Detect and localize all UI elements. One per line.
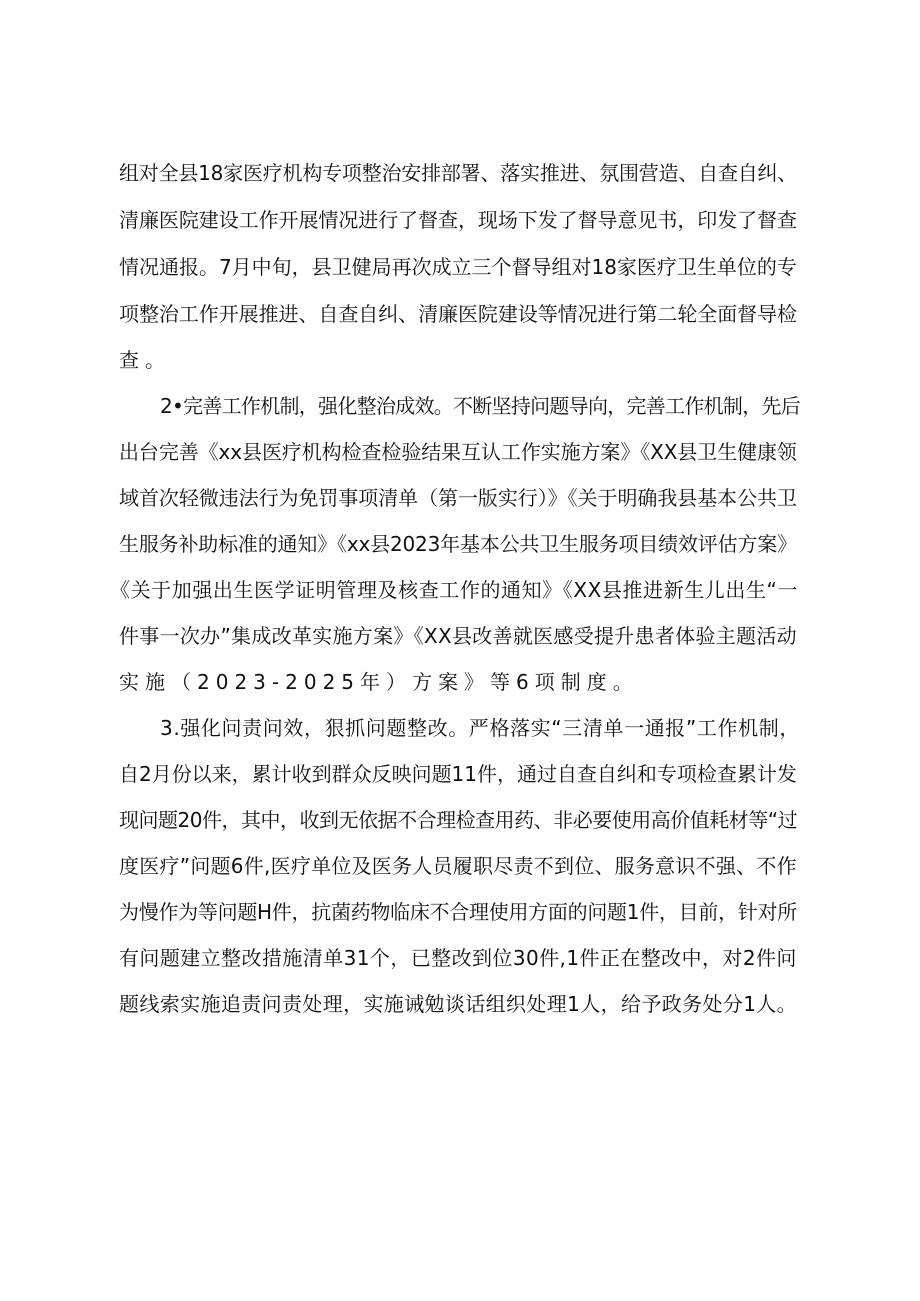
text-line	[0, 846, 920, 886]
text-line	[0, 938, 920, 978]
text-line	[0, 662, 920, 702]
text-line	[0, 892, 920, 932]
text-line-content: 度医疗”问题6件,医疗单位及医务人员履职尽责不到位、服务意识不强、不作	[119, 854, 797, 878]
text-line-content: 情况通报。7月中旬，县卫健局再次成立三个督导组对18家医疗卫生单位的专	[119, 255, 797, 279]
text-line	[0, 340, 920, 380]
text-line	[0, 616, 920, 656]
text-line	[0, 432, 920, 472]
text-line	[0, 800, 920, 840]
text-line	[0, 524, 920, 564]
text-line-content: 件事一次办”集成改革实施方案》《XX县改善就医感受提升患者体验主题活动	[119, 624, 797, 648]
text-line-content: 实施（2023-2025年）方案》等6项制度。	[119, 670, 639, 694]
text-line	[0, 708, 920, 748]
text-line	[0, 386, 920, 426]
text-line	[0, 478, 920, 518]
text-line-content: 现问题20件，其中，收到无依据不合理检查用药、非必要使用高价值耗材等“过	[119, 808, 798, 832]
text-line	[0, 153, 920, 193]
text-line-content: 域首次轻微违法行为免罚事项清单（第一版实行）》《关于明确我县基本公共卫	[119, 486, 797, 510]
text-line	[0, 754, 920, 794]
text-line-content: 自2月份以来，累计收到群众反映问题11件，通过自查自纠和专项检查累计发	[119, 762, 797, 786]
text-line-content: 为慢作为等问题H件，抗菌药物临床不合理使用方面的问题1件，目前，针对所	[119, 900, 797, 924]
text-line-content: 组对全县18家医疗机构专项整治安排部署、落实推进、氛围营造、自查自纠、	[119, 161, 798, 185]
text-line-content: 有问题建立整改措施清单31个，已整改到位30件,1件正在整改中，对2件问	[119, 946, 797, 970]
text-line-content: 3.强化问责问效，狠抓问题整改。严格落实“三清单一通报”工作机制，	[160, 716, 800, 740]
text-line-content: 《关于加强出生医学证明管理及核查工作的通知》《XX县推进新生儿出生“一	[110, 578, 799, 602]
text-line-content: 2•完善工作机制，强化整治成效。不断坚持问题导向，完善工作机制，先后	[160, 394, 801, 418]
text-line	[0, 247, 920, 287]
text-line	[0, 984, 920, 1024]
text-line	[0, 200, 920, 240]
text-line	[0, 570, 920, 610]
text-line-content: 查。	[119, 348, 171, 372]
text-line-content: 题线索实施追责问责处理，实施诫勉谈话组织处理1人，给予政务处分1人。	[119, 992, 798, 1016]
text-line-content: 出台完善《xx县医疗机构检查检验结果互认工作实施方案》《XX县卫生健康领	[119, 440, 797, 464]
text-line-content: 项整治工作开展推进、自查自纠、清廉医院建设等情况进行第二轮全面督导检	[119, 302, 797, 326]
text-line	[0, 294, 920, 334]
text-line-content: 清廉医院建设工作开展情况进行了督查，现场下发了督导意见书，印发了督查	[119, 208, 797, 232]
text-line-content: 生服务补助标准的通知》《xx县2023年基本公共卫生服务项目绩效评估方案》	[119, 532, 797, 556]
